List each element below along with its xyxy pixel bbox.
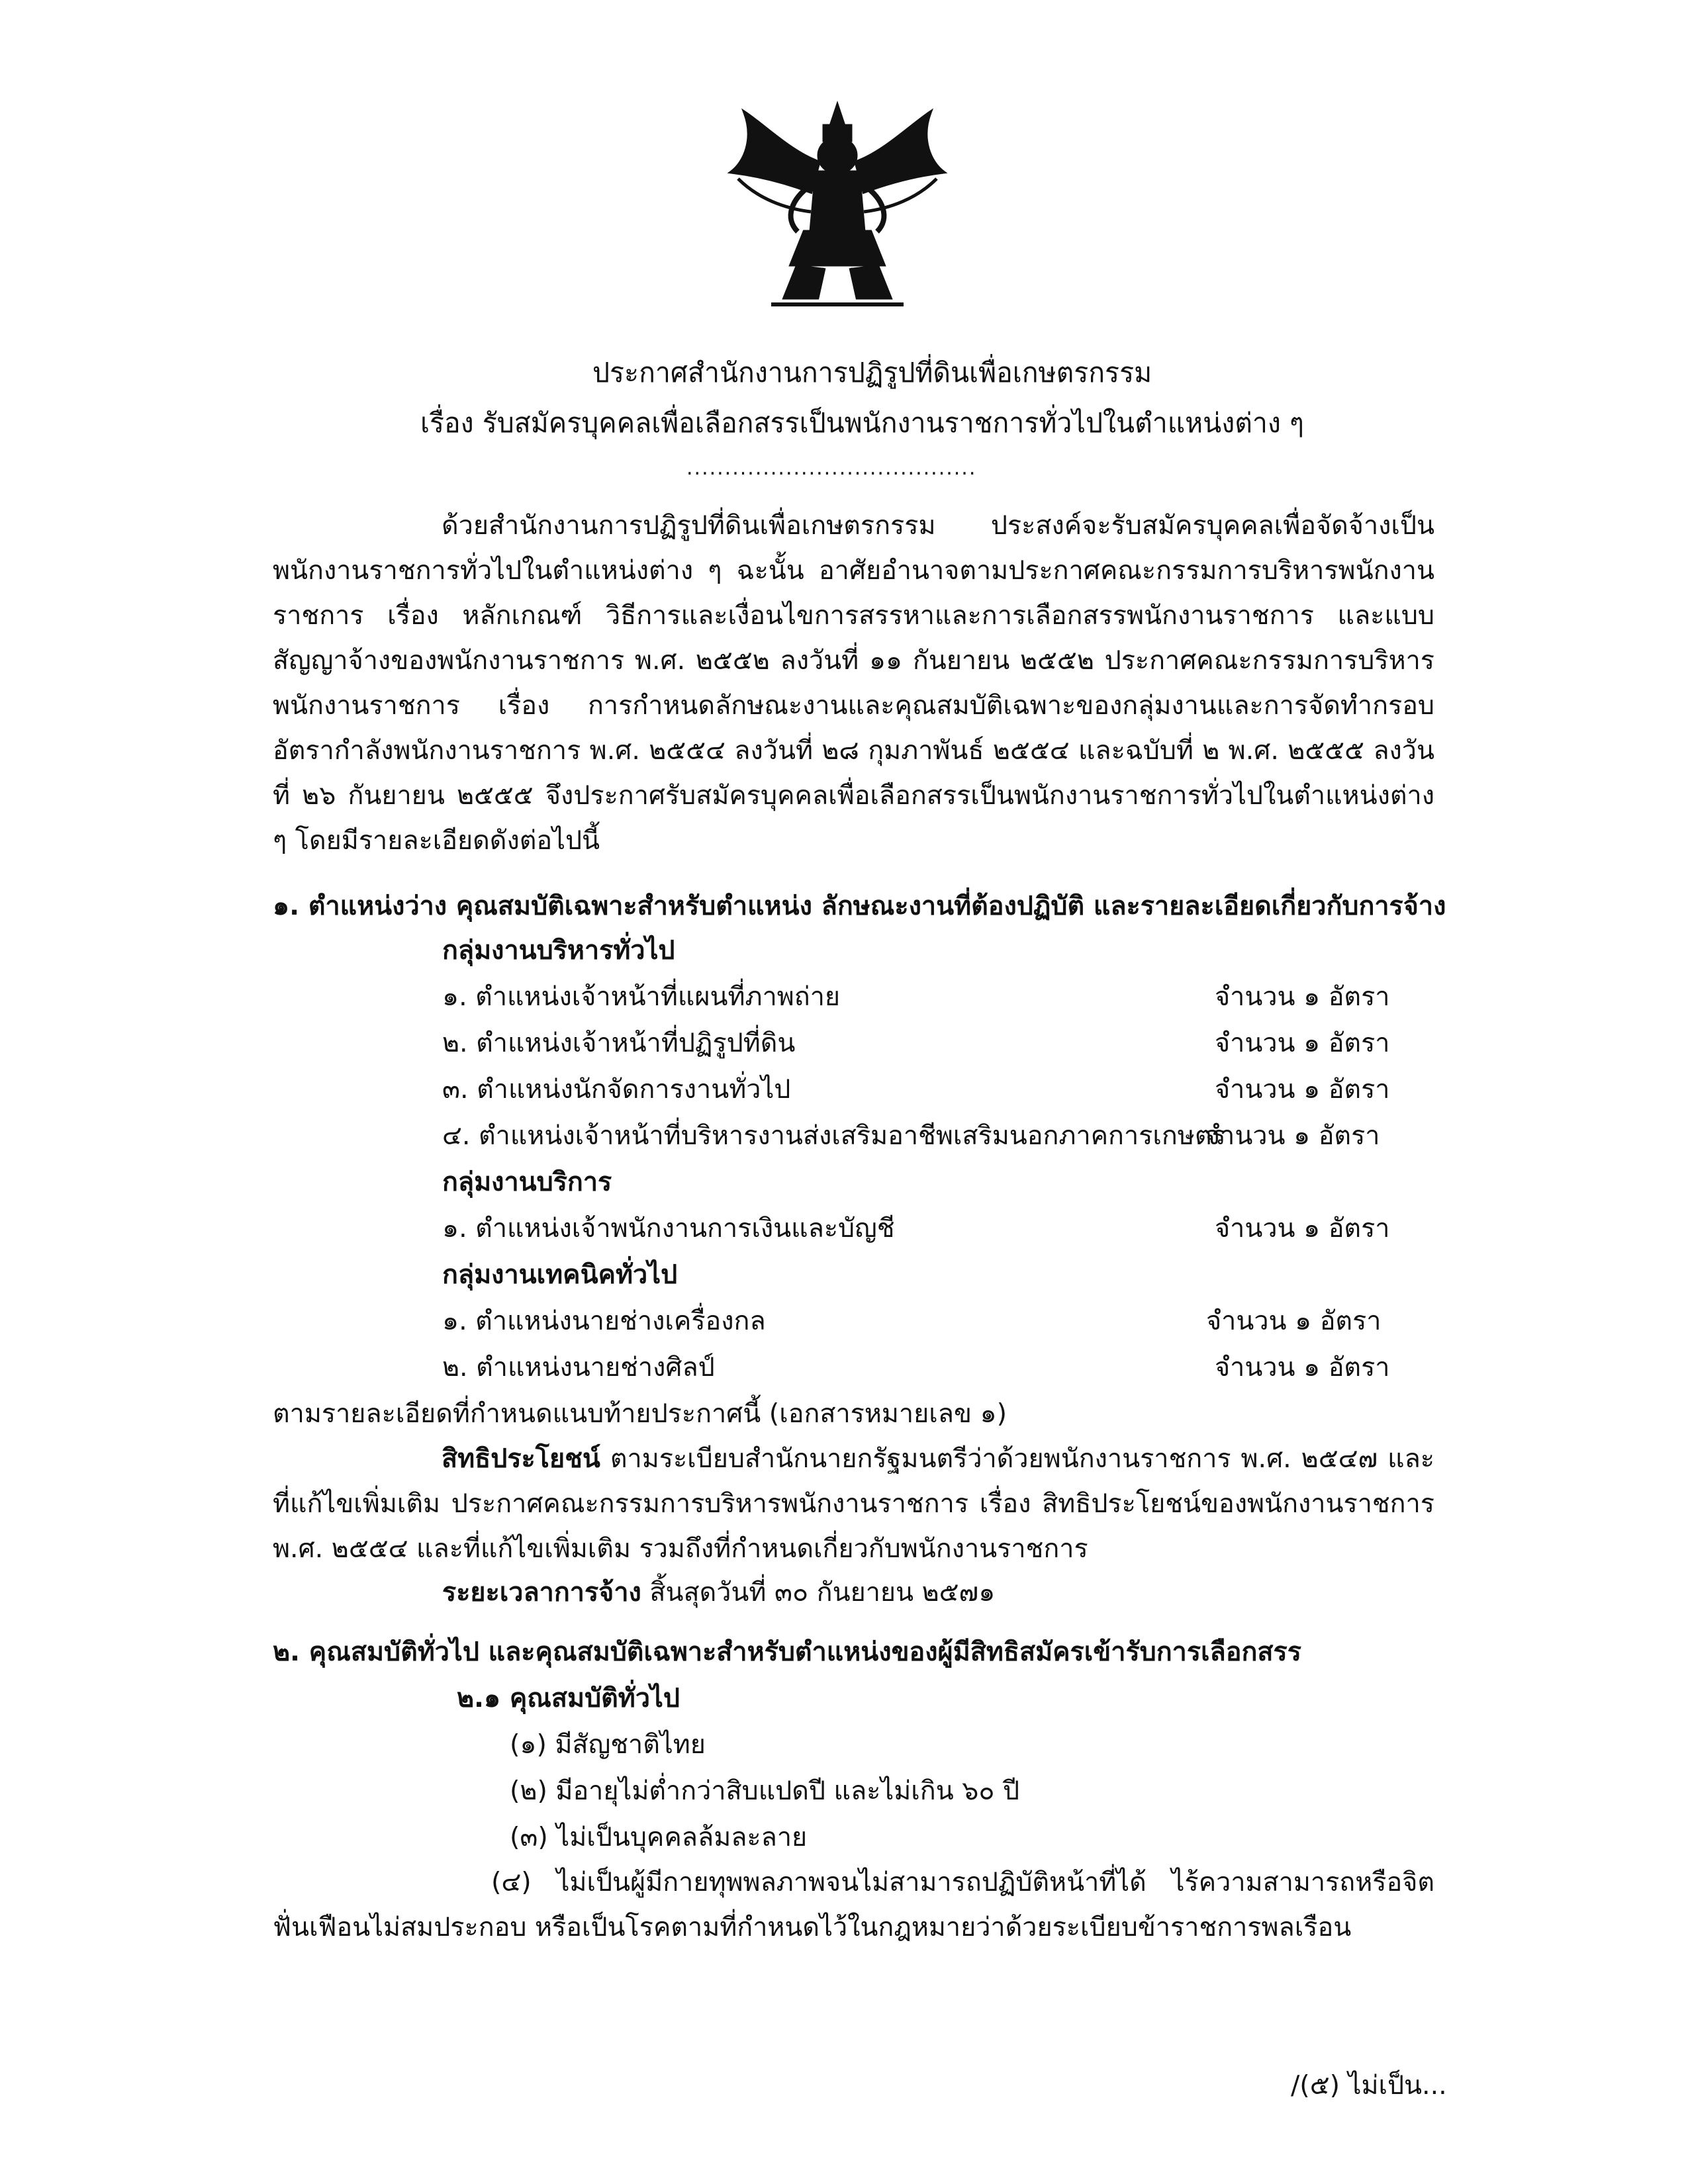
document-title: ประกาศสำนักงานการปฏิรูปที่ดินเพื่อเกษตรกรรม (592, 357, 1152, 388)
section2-heading: ๒. คุณสมบัติทั่วไป และคุณสมบัติเฉพาะสำหรับตำแหน่งของผู้มีสิทธิสมัครเข้ารับการเลือกสรร (273, 1637, 1301, 1667)
position-count: จำนวน ๑ อัตรา (1215, 1028, 1390, 1058)
qualification-item: (๑) มีสัญชาติไทย (510, 1729, 706, 1760)
position-item: ๑. ตำแหน่งเจ้าพนักงานการเงินและบัญชี (442, 1213, 895, 1244)
position-item: ๑. ตำแหน่งเจ้าหน้าที่แผนที่ภาพถ่าย (442, 981, 841, 1012)
group-technical: กลุ่มงานเทคนิคทั่วไป (442, 1259, 678, 1290)
group-general-admin: กลุ่มงานบริหารทั่วไป (442, 935, 675, 966)
position-item: ๒. ตำแหน่งนายช่างศิลป์ (442, 1352, 715, 1383)
position-count: จำนวน ๑ อัตรา (1206, 1306, 1382, 1336)
position-item: ๔. ตำแหน่งเจ้าหน้าที่บริหารงานส่งเสริมอาชีพเสริมนอกภาคการเกษตร (442, 1120, 1226, 1151)
qualification-item-4-text: (๔) ไม่เป็นผู้มีกายทุพพลภาพจนไม่สามารถปฏิบัติหน้าที่ได้ ไร้ความสามารถหรือจิตฟั่นเฟือนไม่สมประกอบ หรือเป็นโรคตามที่กำหนดไว้ในกฎหมายว่าด้วยระเบียบข้าราชการพลเรือน (273, 1867, 1434, 1942)
garuda-emblem-icon (718, 99, 957, 318)
qualification-item (273, 1860, 1434, 1950)
benefits-label: สิทธิประโยชน์ (442, 1443, 600, 1474)
details-note: ตามรายละเอียดที่กำหนดแนบท้ายประกาศนี้ (เอกสารหมายเลข ๑) (273, 1398, 1008, 1429)
intro-text: ด้วยสำนักงานการปฏิรูปที่ดินเพื่อเกษตรกรรม ประสงค์จะรับสมัครบุคคลเพื่อจัดจ้างเป็นพนักงานราชการทั่วไปในตำแหน่งต่าง ๆ ฉะนั้น อาศัยอำนาจตามประกาศคณะกรรมการบริหารพนักงานราชการ เรื่อง หลักเกณฑ์ วิธีการและเงื่อนไขการสรรหาและการเลือกสรรพนักงานราชการ และแบบสัญญาจ้างของพนักงานราชการ พ.ศ. ๒๕๕๒ ลงวันที่ ๑๑ กันยายน ๒๕๕๒ ประกาศคณะกรรมการบริหารพนักงานราชการ เรื่อง การกำหนดลักษณะงานและคุณสมบัติเฉพาะของกลุ่มงานและการจัดทำกรอบอัตรากำลังพนักงานราชการ พ.ศ. ๒๕๕๔ ลงวันที่ ๒๘ กุมภาพันธ์ ๒๕๕๔ และฉบับที่ ๒ พ.ศ. ๒๕๕๕ ลงวันที่ ๒๖ กันยายน ๒๕๕๕ จึงประกาศรับสมัครบุคคลเพื่อเลือกสรรเป็นพนักงานราชการทั่วไปในตำแหน่งต่าง ๆ โดยมีรายละเอียดดังต่อไปนี้ (273, 510, 1434, 856)
title-separator: ...................................... (686, 457, 977, 480)
continuation-note: /(๕) ไม่เป็น... (1291, 2070, 1447, 2101)
position-item: ๑. ตำแหน่งนายช่างเครื่องกล (442, 1306, 766, 1336)
position-count: จำนวน ๑ อัตรา (1215, 1213, 1390, 1244)
qualification-item: (๓) ไม่เป็นบุคคลล้มละลาย (510, 1822, 808, 1852)
position-count: จำนวน ๑ อัตรา (1215, 981, 1390, 1012)
section2-subheading: ๒.๑ คุณสมบัติทั่วไป (457, 1683, 680, 1713)
position-item: ๒. ตำแหน่งเจ้าหน้าที่ปฏิรูปที่ดิน (442, 1028, 796, 1058)
period-text: สิ้นสุดวันที่ ๓๐ กันยายน ๒๕๗๑ (641, 1577, 996, 1608)
period-line (442, 1572, 995, 1613)
section1-heading: ๑. ตำแหน่งว่าง คุณสมบัติเฉพาะสำหรับตำแหน่ง ลักษณะงานที่ต้องปฏิบัติ และรายละเอียดเกี่ยวกับการจ้าง (273, 891, 1446, 921)
benefits-paragraph (273, 1436, 1434, 1571)
position-count: จำนวน ๑ อัตรา (1215, 1352, 1390, 1383)
intro-paragraph (273, 503, 1434, 863)
group-service: กลุ่มงานบริการ (442, 1167, 612, 1197)
position-count: จำนวน ๑ อัตรา (1205, 1120, 1380, 1151)
position-count: จำนวน ๑ อัตรา (1215, 1074, 1390, 1105)
position-item: ๓. ตำแหน่งนักจัดการงานทั่วไป (442, 1074, 791, 1105)
benefits-text: ตามระเบียบสำนักนายกรัฐมนตรีว่าด้วยพนักงานราชการ พ.ศ. ๒๕๔๗ และที่แก้ไขเพิ่มเติม ประกาศคณะกรรมการบริหารพนักงานราชการ เรื่อง สิทธิประโยชน์ของพนักงานราชการ พ.ศ. ๒๕๕๔ และที่แก้ไขเพิ่มเติม รวมถึงที่กำหนดเกี่ยวกับพนักงานราชการ (273, 1443, 1434, 1564)
period-label: ระยะเวลาการจ้าง (442, 1577, 641, 1608)
document-subject: เรื่อง รับสมัครบุคคลเพื่อเลือกสรรเป็นพนักงานราชการทั่วไปในตำแหน่งต่าง ๆ (420, 407, 1304, 439)
qualification-item: (๒) มีอายุไม่ต่ำกว่าสิบแปดปี และไม่เกิน ๖๐ ปี (510, 1776, 1020, 1806)
